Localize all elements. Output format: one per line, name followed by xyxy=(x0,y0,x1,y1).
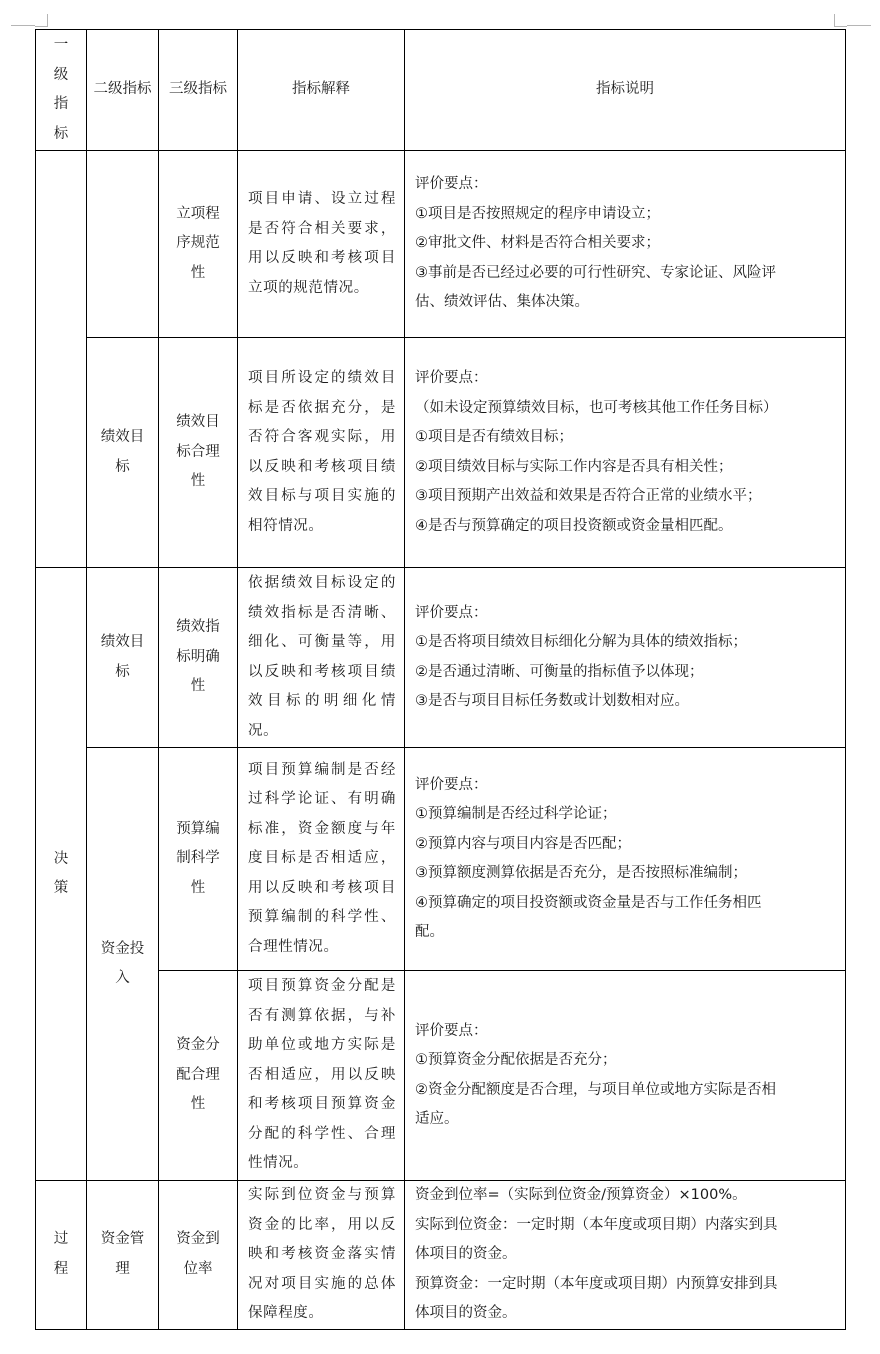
table-row xyxy=(36,338,846,568)
description-line: 资金到位率=（实际到位资金/预算资金）×100%。 xyxy=(415,1187,747,1203)
level2-text: 绩效目标 xyxy=(100,634,145,680)
description-line: ④是否与预算确定的项目投资额或资金量相匹配。 xyxy=(415,517,733,534)
description-line: ②审批文件、材料是否符合相关要求； xyxy=(415,235,660,252)
description-text xyxy=(405,170,845,318)
level1-text: 决策 xyxy=(53,850,69,896)
level2-cell xyxy=(87,338,159,568)
explanation-cell xyxy=(238,338,405,568)
level3-cell xyxy=(159,568,238,748)
table-row xyxy=(36,568,846,748)
header-description xyxy=(405,30,846,151)
description-cell xyxy=(405,568,846,748)
description-text xyxy=(405,1181,845,1329)
page-corner-mark-right xyxy=(834,14,847,27)
level3-cell xyxy=(159,748,238,971)
level1-decision-cell xyxy=(36,568,87,1181)
header-level1 xyxy=(36,30,87,151)
level2-blank-cell xyxy=(87,151,159,338)
explanation-cell xyxy=(238,748,405,971)
description-line: 配。 xyxy=(415,924,444,940)
explanation-cell xyxy=(238,151,405,338)
description-line: ②是否通过清晰、可衡量的指标值予以体现； xyxy=(415,663,704,680)
description-text xyxy=(405,599,845,717)
description-line: ①项目是否有绩效目标； xyxy=(415,429,573,445)
description-line: 估、绩效评估、集体决策。 xyxy=(415,294,589,311)
description-line: 体项目的资金。 xyxy=(415,1246,517,1262)
explanation-text: 依据绩效目标设定的绩效指标是否清晰、细化、可衡量等，用以反映和考核项目绩效目标的明细化情况。 xyxy=(248,575,396,739)
explanation-cell xyxy=(238,1181,405,1330)
header-level2 xyxy=(87,30,159,151)
description-line: 评价要点： xyxy=(415,1022,488,1039)
level3-text: 预算编制科学性 xyxy=(176,820,220,896)
description-line: 评价要点： xyxy=(415,604,488,621)
level3-text: 立项程序规范性 xyxy=(176,205,220,281)
description-line: ③事前是否已经过必要的可行性研究、专家论证、风险评 xyxy=(415,264,776,281)
level2-text: 绩效目标 xyxy=(100,429,145,475)
header-description-text: 指标说明 xyxy=(596,81,654,98)
description-line: ③项目预期产出效益和效果是否符合正常的业绩水平； xyxy=(415,488,762,504)
description-text xyxy=(405,771,845,948)
level2-text: 资金管理 xyxy=(100,1231,145,1277)
explanation-text: 项目申请、设立过程是否符合相关要求，用以反映和考核项目立项的规范情况。 xyxy=(248,191,396,296)
header-level3-text: 三级指标 xyxy=(169,81,227,98)
description-line: 适应。 xyxy=(415,1111,459,1127)
level3-text: 绩效指标明确性 xyxy=(176,619,220,695)
explanation-cell xyxy=(238,971,405,1181)
page-corner-mark-left xyxy=(35,14,48,27)
description-line: 评价要点： xyxy=(415,176,488,193)
description-line: ④预算确定的项目投资额或资金量是否与工作任务相匹 xyxy=(415,894,762,911)
explanation-text: 项目预算资金分配是否有测算依据，与补助单位或地方实际是否相适应，用以反映和考核项目预算资金分配的科学性、合理性情况。 xyxy=(248,978,396,1172)
table-row xyxy=(36,1181,846,1330)
description-text xyxy=(405,1017,845,1135)
header-level2-text: 二级指标 xyxy=(93,81,152,98)
indicator-table xyxy=(35,29,846,1330)
level2-cell xyxy=(87,748,159,1181)
description-line: 预算资金：一定时期（本年度或项目期）内预算安排到具 xyxy=(415,1275,778,1292)
level1-text: 过程 xyxy=(53,1231,69,1277)
table-row xyxy=(36,151,846,338)
description-line: （如未设定预算绩效目标，也可考核其他工作任务目标） xyxy=(415,399,778,416)
level2-cell xyxy=(87,568,159,748)
level2-text: 资金投入 xyxy=(100,940,145,986)
table-row xyxy=(36,748,846,971)
level3-text: 资金到位率 xyxy=(176,1231,220,1277)
description-line: ②预算内容与项目内容是否匹配； xyxy=(415,835,631,852)
description-line: ①预算资金分配依据是否充分； xyxy=(415,1052,617,1068)
description-text xyxy=(405,364,845,541)
level2-cell xyxy=(87,1181,159,1330)
description-line: ③是否与项目目标任务数或计划数相对应。 xyxy=(415,693,689,709)
description-cell xyxy=(405,338,846,568)
header-row xyxy=(36,30,846,151)
description-cell xyxy=(405,151,846,338)
description-line: 体项目的资金。 xyxy=(415,1305,517,1321)
header-explanation xyxy=(238,30,405,151)
explanation-text: 实际到位资金与预算资金的比率，用以反映和考核资金落实情况对项目实施的总体保障程度。 xyxy=(248,1187,396,1321)
header-level1-text: 一级指标 xyxy=(53,37,69,142)
description-line: 评价要点： xyxy=(415,776,488,793)
header-level3 xyxy=(159,30,238,151)
level3-cell xyxy=(159,338,238,568)
explanation-text: 项目所设定的绩效目标是否依据充分，是否符合客观实际，用以反映和考核项目绩效目标与项目实施的相符情况。 xyxy=(248,370,396,534)
description-line: 实际到位资金：一定时期（本年度或项目期）内落实到具 xyxy=(415,1216,778,1233)
description-line: 评价要点： xyxy=(415,370,488,386)
level3-cell xyxy=(159,151,238,338)
explanation-text: 项目预算编制是否经过科学论证、有明确标准，资金额度与年度目标是否相适应，用以反映和考核项目预算编制的科学性、合理性情况。 xyxy=(248,761,396,955)
description-cell xyxy=(405,971,846,1181)
level3-cell xyxy=(159,1181,238,1330)
level3-text: 绩效目标合理性 xyxy=(176,414,220,490)
level3-cell xyxy=(159,971,238,1181)
explanation-cell xyxy=(238,568,405,748)
description-cell xyxy=(405,1181,846,1330)
description-line: ③预算额度测算依据是否充分，是否按照标准编制； xyxy=(415,865,747,881)
level1-process-cell xyxy=(36,1181,87,1330)
description-line: ②项目绩效目标与实际工作内容是否具有相关性； xyxy=(415,458,733,475)
level1-blank-cell xyxy=(36,151,87,568)
description-line: ①是否将项目绩效目标细化分解为具体的绩效指标； xyxy=(415,634,747,650)
description-cell xyxy=(405,748,846,971)
level3-text: 资金分配合理性 xyxy=(176,1037,220,1113)
description-line: ①预算编制是否经过科学论证； xyxy=(415,806,617,822)
header-explanation-text: 指标解释 xyxy=(292,81,350,98)
description-line: ①项目是否按照规定的程序申请设立； xyxy=(415,205,660,222)
description-line: ②资金分配额度是否合理，与项目单位或地方实际是否相 xyxy=(415,1081,776,1098)
